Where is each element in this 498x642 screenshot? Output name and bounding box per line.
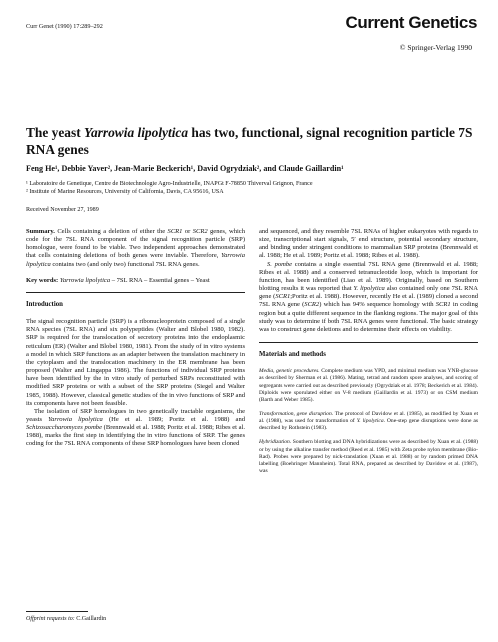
keywords-species: Yarrowia lipolytica [59, 276, 111, 284]
title-species: Yarrowia lipolytica [84, 125, 189, 140]
methods-p2-species: Y. lipolytica [356, 418, 384, 425]
summary-text-2: or [182, 228, 193, 235]
intro-p4-species-2: Y. lipolytica [353, 285, 385, 293]
title-part-1: The yeast [26, 125, 85, 140]
intro-p4-text-3: ;Poritz et al. 1988). However, recently He et al. (1989) cloned a second 7SL RNA gene ( [259, 293, 478, 309]
methods-paragraph-2 [259, 411, 478, 432]
article-title [26, 124, 476, 158]
intro-p4-gene-2: SCR2 [304, 301, 320, 309]
journal-citation: Curr Genet (1990) 17:289–292 [26, 23, 103, 30]
methods-p1-label: Media, genetic procedures. [259, 368, 320, 375]
intro-p4-gene-3: SCR1 [435, 301, 451, 309]
intro-p2-text-2: (He et al. 1989; Poritz et al. 1988) and [102, 415, 246, 423]
received-date: Received November 27, 1989 [26, 207, 99, 213]
title-part-2: has two, functional, signal recognition particle 7S RNA genes [26, 125, 473, 157]
journal-name: Current Genetics [345, 13, 477, 32]
copyright-notice: © Springer-Verlag 1990 [399, 43, 472, 52]
intro-p4-text-4: ) which has 94% sequence homology with [319, 301, 436, 309]
intro-p4-text-5: in coding region but a quite different sequence in the flanking regions. The major goal of this study was to determine if both 7SL RNA genes were functional. The basic strategy was to construct gene deletions and to determine their effects on viability. [259, 301, 478, 333]
footnote-divider [26, 611, 88, 612]
methods-p3-label: Hybridization. [259, 439, 292, 446]
summary-species: Yarrowia lipolytica [26, 252, 245, 268]
methods-paragraph-1 [259, 368, 478, 404]
footnote-label: Offprint requests to: [26, 616, 75, 622]
methods-p1-text: Complete medium was YPD, and minimal medium was YNB-glucose as described by Sherman et al. (1986). Mating, tetrad and random spore analyses, and scoring of segregants were carried out as described previously (Ogrydziak et al. 1978; Beckerich et al. 1984). Diploids were sporulated either on V-8 medium (Gaillardin et al. 1973) or on CSM medium (Barth and Weber 1985). [259, 368, 478, 403]
intro-p2-text-3: (Brennwald et al. 1988; Poritz et al. 1988; Ribes et al. 1988), marks the first step in identifying the in vitro functions of SRP. The genes coding for the 7SL RNA components of these SRP homologues have been cloned [26, 424, 246, 448]
summary-label: Summary. [26, 228, 55, 235]
intro-p2-species-1: Yarrowia lipolytica [48, 415, 103, 423]
summary-gene-scr2: SCR2 [192, 228, 208, 235]
affiliation-2: ² Institute of Marine Resources, University of California, Davis, CA 95616, USA [26, 189, 224, 195]
intro-p4-species-1: S. pombe [267, 260, 293, 268]
keywords-paragraph [26, 277, 245, 285]
summary-text-4: contains two (and only two) functional 7SL RNA genes. [50, 260, 200, 268]
summary-text-1: Cells containing a deletion of either the [54, 228, 168, 235]
intro-paragraph-4 [259, 261, 478, 334]
footnote-name: C.Gaillardin [74, 616, 107, 622]
intro-paragraph-2 [26, 408, 245, 449]
intro-p4-gene-1: SCR1 [275, 293, 291, 301]
section-divider [26, 292, 245, 293]
introduction-heading: Introduction [26, 300, 63, 308]
intro-paragraph-3: and sequenced, and they resemble 7SL RNAs of higher eukaryotes with regards to size, transcriptional start signals, 5′ end structure, potential secondary structure, and binding under stringent conditions to mammalian SRP proteins (Brennwald et al. 1988; He et al. 1989; Poritz et al. 1988; Ribes et al. 1988). [259, 228, 478, 260]
methods-heading: Materials and methods [259, 351, 326, 359]
left-column [26, 228, 245, 449]
offprint-footnote [26, 616, 106, 622]
affiliation-1: ¹ Laboratoire de Genetique, Centre de Biotechnologie Agro-Industrielle, INAPGt F-78850 Thiverval Grignon, France [26, 181, 313, 187]
summary-text-3: genes, which code for the 7SL RNA component of the signal recognition particle (SRP) homologue, were found to be viable. Two independent approaches demonstrated that cells containing deletions of both genes were inviable. Therefore, [26, 228, 245, 260]
summary-gene-scr1: SCR1 [167, 228, 183, 235]
intro-paragraph-1: The signal recognition particle (SRP) is a ribonucleoprotein composed of a single RNA species (7SL RNA) and six polypeptides (Walter and Blobel 1980, 1982). SRP is required for the translocation of secretory proteins into the endoplasmic reticulum (ER) (Walter and Blobel 1980, 1981). From the study of in vitro systems a model in which SRP functions as an adapter between the translation machinery in the cytoplasm and the translocation machinery in the ER membrane has been proposed (Walter and Lingappa 1986). The functions of individual SRP proteins have been identified by the in vitro study of perturbed SRPs reconstituted with modified SRP proteins or with a subset of the SRP proteins (Siegel and Walter 1985, 1988). However, classical genetic studies of the in vivo functions of SRP and its components have not been feasible. [26, 318, 245, 407]
intro-p4-text-2: also contained only one 7SL RNA gene ( [259, 285, 479, 301]
methods-p2-text-1: The protocol of Davidow et al. (1985), as modified by Xuan et al. (1988), was used for transformation of [259, 410, 478, 425]
right-column [259, 228, 478, 475]
keywords-label: Key words: [26, 276, 59, 284]
intro-p4-text-1: contains a single essential 7SL RNA gene (Brennwald et al. 1988; Ribes et al. 1988) and a conserved tetranucleotide loop, which is important for function, has been identified (Liao et al. 1989). Originally, based on Southern blotting results it was reported that [259, 260, 478, 293]
keywords-text: – 7SL RNA – Essential genes – Yeast [110, 276, 210, 284]
methods-p2-label: Transformation, gene disruption. [259, 410, 334, 417]
intro-p2-species-2: Schizosaccharomyces pombe [26, 424, 102, 432]
author-list: Feng He¹, Debbie Yaver², Jean-Marie Beckerich¹, David Ogrydziak², and Claude Gaillardin¹ [26, 164, 344, 173]
section-divider [259, 342, 478, 343]
intro-p2-text-1: The isolation of SRP homologues in two genetically tractable organisms, the yeasts [26, 407, 245, 423]
methods-paragraph-3 [259, 439, 478, 475]
summary-paragraph [26, 228, 245, 269]
methods-p2-text-2: . One-step gene disruptions were done as described by Rothstein (1983). [259, 418, 478, 432]
methods-p3-text: Southern blotting and DNA hybridizations were as described by Xuan et al. (1988) or by using the alkaline transfer method (Reed et al. 1985) with Zeta probe nylon membrane (Bio-Rad). Probes were prepared by nick-translation (Xuan et al. 1988) or by random primed DNA labelling (Boehringer Mannheim). Total RNA, prepared as described by Davidow et al. (1987), was [259, 439, 478, 475]
